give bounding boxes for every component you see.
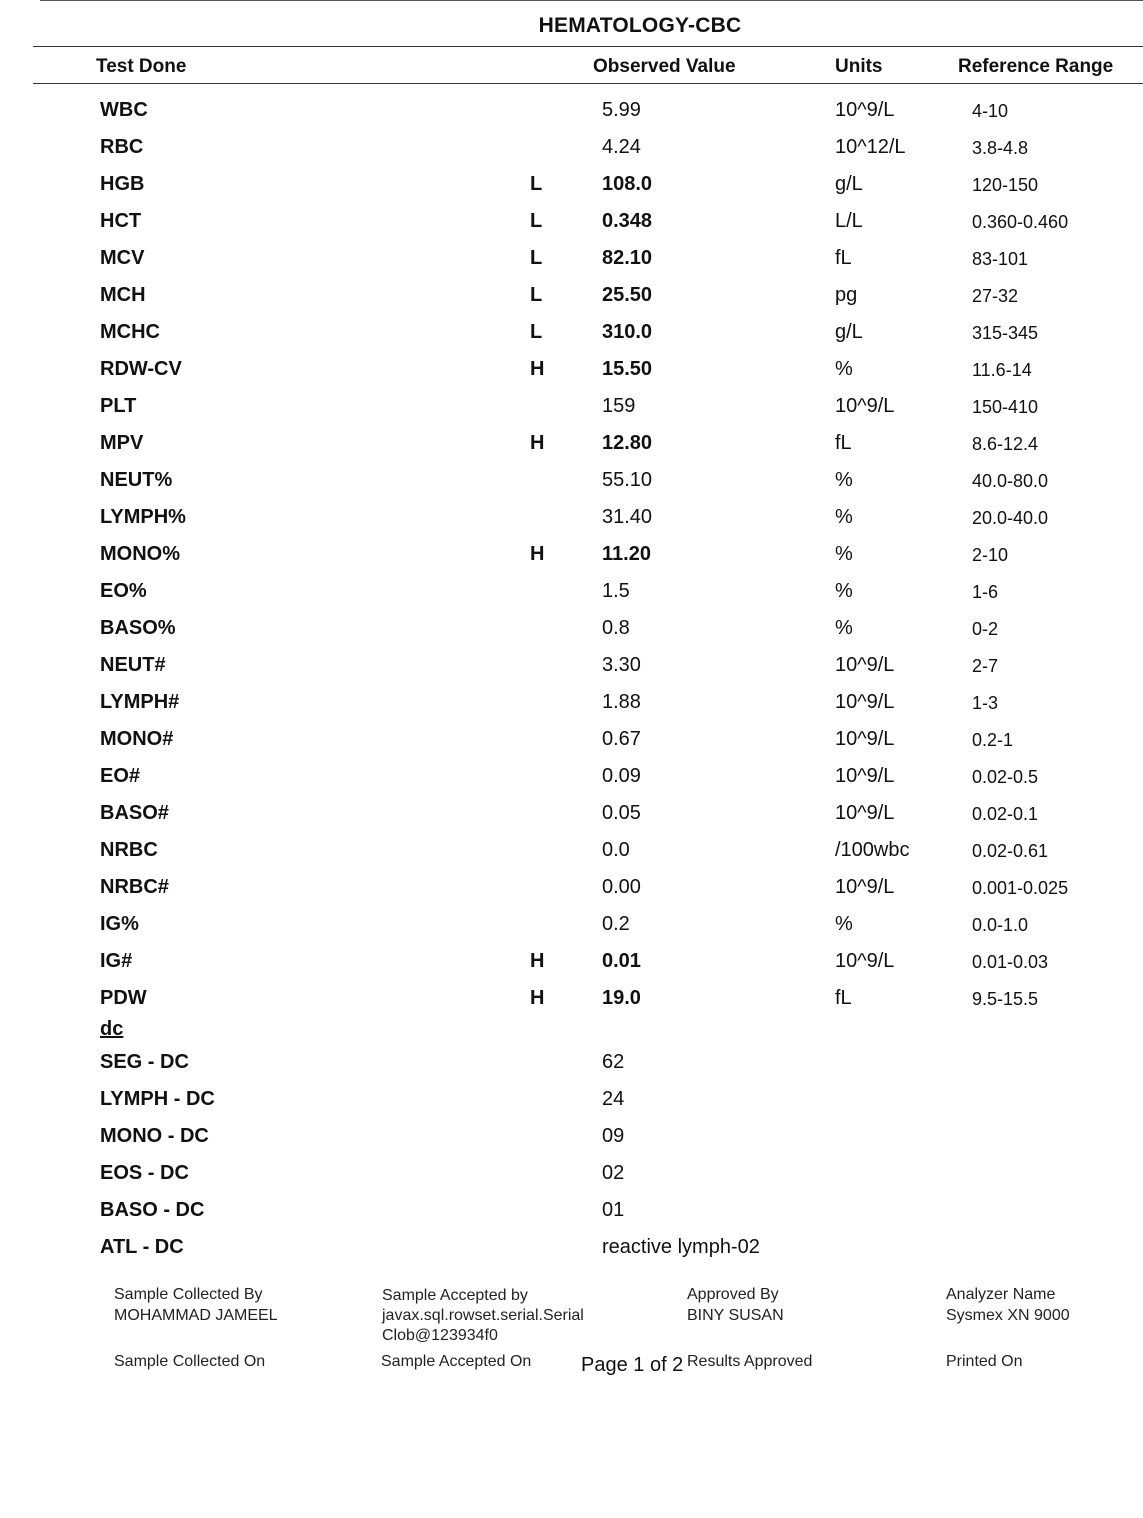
test-name: NEUT% bbox=[100, 469, 173, 491]
table-row bbox=[0, 500, 1143, 537]
dc-value: 24 bbox=[602, 1088, 625, 1110]
table-row bbox=[0, 204, 1143, 241]
abnormal-flag: L bbox=[530, 173, 543, 195]
accepted-on-label: Sample Accepted On bbox=[381, 1353, 532, 1370]
observed-value: 310.0 bbox=[602, 321, 653, 343]
test-name: LYMPH% bbox=[100, 506, 186, 528]
reference-range: 315-345 bbox=[972, 323, 1039, 343]
test-name: MCV bbox=[100, 247, 145, 269]
dc-row bbox=[0, 1156, 1143, 1193]
unit: % bbox=[835, 469, 853, 491]
test-name: EO% bbox=[100, 580, 147, 602]
dc-test-name: MONO - DC bbox=[100, 1125, 209, 1147]
collected-by-value: MOHAMMAD JAMEEL bbox=[114, 1307, 278, 1324]
dc-row bbox=[0, 1230, 1143, 1267]
table-row bbox=[0, 907, 1143, 944]
test-name: MONO% bbox=[100, 543, 180, 565]
observed-value: 3.30 bbox=[602, 654, 641, 676]
approved-by-label: Approved By bbox=[687, 1286, 779, 1303]
dc-value: 62 bbox=[602, 1051, 625, 1073]
reference-range: 4-10 bbox=[972, 101, 1009, 121]
dc-row bbox=[0, 1193, 1143, 1230]
column-header-test: Test Done bbox=[96, 56, 187, 77]
column-header-units: Units bbox=[835, 56, 883, 77]
abnormal-flag: L bbox=[530, 284, 543, 306]
top-border bbox=[40, 0, 1143, 1]
header-rule-top bbox=[33, 46, 1143, 47]
unit: % bbox=[835, 543, 853, 565]
column-header-reference: Reference Range bbox=[958, 56, 1114, 77]
footer-accepted-by bbox=[382, 1286, 584, 1346]
reference-range: 2-10 bbox=[972, 545, 1009, 565]
reference-range: 20.0-40.0 bbox=[972, 508, 1049, 528]
unit: 10^9/L bbox=[835, 395, 895, 417]
unit: % bbox=[835, 506, 853, 528]
test-name: WBC bbox=[100, 99, 148, 121]
observed-value: 0.8 bbox=[602, 617, 630, 639]
observed-value: 11.20 bbox=[602, 543, 651, 565]
dc-test-name: ATL - DC bbox=[100, 1236, 184, 1258]
observed-value: 15.50 bbox=[602, 358, 653, 380]
header-rule-bottom bbox=[33, 83, 1143, 84]
reference-range: 0.0-1.0 bbox=[972, 915, 1029, 935]
unit: 10^9/L bbox=[835, 802, 895, 824]
results-approved-label: Results Approved bbox=[687, 1353, 813, 1370]
reference-range: 0.360-0.460 bbox=[972, 212, 1069, 232]
abnormal-flag: L bbox=[530, 321, 543, 343]
abnormal-flag: H bbox=[530, 543, 545, 565]
abnormal-flag: L bbox=[530, 247, 543, 269]
unit: L/L bbox=[835, 210, 863, 232]
reference-range: 0-2 bbox=[972, 619, 999, 639]
footer-collected-by bbox=[114, 1284, 278, 1326]
unit: g/L bbox=[835, 321, 863, 343]
unit: 10^9/L bbox=[835, 654, 895, 676]
reference-range: 150-410 bbox=[972, 397, 1039, 417]
column-header-observed: Observed Value bbox=[593, 56, 736, 77]
test-name: PDW bbox=[100, 987, 147, 1009]
reference-range: 1-6 bbox=[972, 582, 999, 602]
test-name: NEUT# bbox=[100, 654, 166, 676]
test-name: MPV bbox=[100, 432, 144, 454]
abnormal-flag: H bbox=[530, 950, 545, 972]
table-row bbox=[0, 93, 1143, 130]
test-name: EO# bbox=[100, 765, 141, 787]
reference-range: 0.02-0.1 bbox=[972, 804, 1039, 824]
accepted-by-value-line2: Clob@123934f0 bbox=[382, 1327, 498, 1344]
abnormal-flag: L bbox=[530, 210, 543, 232]
reference-range: 0.02-0.5 bbox=[972, 767, 1039, 787]
unit: 10^9/L bbox=[835, 99, 895, 121]
collected-on-label: Sample Collected On bbox=[114, 1353, 266, 1370]
unit: fL bbox=[835, 987, 852, 1009]
table-row bbox=[0, 944, 1143, 981]
unit: fL bbox=[835, 432, 852, 454]
table-row bbox=[0, 315, 1143, 352]
observed-value: 0.00 bbox=[602, 876, 641, 898]
test-name: HCT bbox=[100, 210, 142, 232]
unit: % bbox=[835, 580, 853, 602]
reference-range: 11.6-14 bbox=[972, 360, 1032, 380]
test-name: IG% bbox=[100, 913, 139, 935]
observed-value: 159 bbox=[602, 395, 636, 417]
table-row bbox=[0, 833, 1143, 870]
observed-value: 25.50 bbox=[602, 284, 653, 306]
observed-value: 1.5 bbox=[602, 580, 630, 602]
dc-test-name: BASO - DC bbox=[100, 1199, 205, 1221]
reference-range: 0.02-0.61 bbox=[972, 841, 1049, 861]
observed-value: 31.40 bbox=[602, 506, 653, 528]
observed-value: 19.0 bbox=[602, 987, 641, 1009]
unit: 10^9/L bbox=[835, 876, 895, 898]
observed-value: 0.01 bbox=[602, 950, 641, 972]
test-name: HGB bbox=[100, 173, 145, 195]
reference-range: 8.6-12.4 bbox=[972, 434, 1039, 454]
table-row bbox=[0, 389, 1143, 426]
accepted-by-label: Sample Accepted by bbox=[382, 1287, 528, 1304]
unit: % bbox=[835, 913, 853, 935]
analyzer-label: Analyzer Name bbox=[946, 1286, 1056, 1303]
dc-row bbox=[0, 1119, 1143, 1156]
reference-range: 27-32 bbox=[972, 286, 1019, 306]
table-row bbox=[0, 796, 1143, 833]
table-row bbox=[0, 648, 1143, 685]
table-row bbox=[0, 759, 1143, 796]
test-name: MONO# bbox=[100, 728, 174, 750]
abnormal-flag: H bbox=[530, 358, 545, 380]
reference-range: 1-3 bbox=[972, 693, 999, 713]
unit: 10^9/L bbox=[835, 950, 895, 972]
dc-section-heading: dc bbox=[100, 1018, 124, 1040]
reference-range: 9.5-15.5 bbox=[972, 989, 1039, 1009]
reference-range: 2-7 bbox=[972, 656, 999, 676]
dc-test-name: EOS - DC bbox=[100, 1162, 189, 1184]
table-row bbox=[0, 981, 1143, 1018]
unit: /100wbc bbox=[835, 839, 910, 861]
table-row bbox=[0, 537, 1143, 574]
observed-value: 82.10 bbox=[602, 247, 653, 269]
table-row bbox=[0, 426, 1143, 463]
unit: 10^12/L bbox=[835, 136, 906, 158]
dc-test-name: SEG - DC bbox=[100, 1051, 189, 1073]
test-name: PLT bbox=[100, 395, 137, 417]
collected-by-label: Sample Collected By bbox=[114, 1286, 263, 1303]
table-row bbox=[0, 352, 1143, 389]
dc-test-name: LYMPH - DC bbox=[100, 1088, 215, 1110]
table-row bbox=[0, 722, 1143, 759]
test-name: NRBC bbox=[100, 839, 158, 861]
dc-row bbox=[0, 1082, 1143, 1119]
abnormal-flag: H bbox=[530, 987, 545, 1009]
test-name: LYMPH# bbox=[100, 691, 180, 713]
reference-range: 3.8-4.8 bbox=[972, 138, 1029, 158]
dc-value: 01 bbox=[602, 1199, 625, 1221]
test-name: BASO% bbox=[100, 617, 176, 639]
approved-by-value: BINY SUSAN bbox=[687, 1307, 784, 1324]
reference-range: 83-101 bbox=[972, 249, 1029, 269]
footer-approved-by bbox=[687, 1284, 784, 1326]
dc-value: 02 bbox=[602, 1162, 625, 1184]
reference-range: 0.01-0.03 bbox=[972, 952, 1049, 972]
dc-row bbox=[0, 1045, 1143, 1082]
observed-value: 0.09 bbox=[602, 765, 641, 787]
test-name: BASO# bbox=[100, 802, 169, 824]
abnormal-flag: H bbox=[530, 432, 545, 454]
differential-count-table bbox=[0, 1045, 1143, 1267]
observed-value: 1.88 bbox=[602, 691, 641, 713]
table-row bbox=[0, 870, 1143, 907]
reference-range: 40.0-80.0 bbox=[972, 471, 1049, 491]
observed-value: 0.0 bbox=[602, 839, 630, 861]
dc-value: 09 bbox=[602, 1125, 625, 1147]
observed-value: 0.348 bbox=[602, 210, 653, 232]
unit: 10^9/L bbox=[835, 765, 895, 787]
observed-value: 55.10 bbox=[602, 469, 653, 491]
page-number: Page 1 of 2 bbox=[581, 1354, 684, 1376]
test-name: RBC bbox=[100, 136, 144, 158]
accepted-by-value-line1: javax.sql.rowset.serial.Serial bbox=[382, 1307, 584, 1324]
table-row bbox=[0, 241, 1143, 278]
observed-value: 4.24 bbox=[602, 136, 641, 158]
reference-range: 120-150 bbox=[972, 175, 1039, 195]
test-name: NRBC# bbox=[100, 876, 169, 898]
observed-value: 12.80 bbox=[602, 432, 653, 454]
observed-value: 0.05 bbox=[602, 802, 641, 824]
table-row bbox=[0, 574, 1143, 611]
unit: pg bbox=[835, 284, 858, 306]
reference-range: 0.2-1 bbox=[972, 730, 1014, 750]
unit: fL bbox=[835, 247, 852, 269]
analyzer-value: Sysmex XN 9000 bbox=[946, 1307, 1070, 1324]
results-table bbox=[0, 93, 1143, 1018]
unit: g/L bbox=[835, 173, 863, 195]
observed-value: 0.67 bbox=[602, 728, 641, 750]
unit: 10^9/L bbox=[835, 691, 895, 713]
test-name: RDW-CV bbox=[100, 358, 182, 380]
unit: 10^9/L bbox=[835, 728, 895, 750]
table-row bbox=[0, 167, 1143, 204]
table-row bbox=[0, 130, 1143, 167]
test-name: MCHC bbox=[100, 321, 160, 343]
printed-on-label: Printed On bbox=[946, 1353, 1023, 1370]
test-name: IG# bbox=[100, 950, 133, 972]
table-row bbox=[0, 278, 1143, 315]
unit: % bbox=[835, 617, 853, 639]
table-row bbox=[0, 685, 1143, 722]
observed-value: 0.2 bbox=[602, 913, 630, 935]
unit: % bbox=[835, 358, 853, 380]
test-name: MCH bbox=[100, 284, 146, 306]
footer-analyzer bbox=[946, 1284, 1070, 1326]
observed-value: 108.0 bbox=[602, 173, 653, 195]
observed-value: 5.99 bbox=[602, 99, 641, 121]
dc-value: reactive lymph-02 bbox=[602, 1236, 760, 1258]
reference-range: 0.001-0.025 bbox=[972, 878, 1069, 898]
table-row bbox=[0, 611, 1143, 648]
table-row bbox=[0, 463, 1143, 500]
report-title: HEMATOLOGY-CBC bbox=[538, 14, 742, 37]
